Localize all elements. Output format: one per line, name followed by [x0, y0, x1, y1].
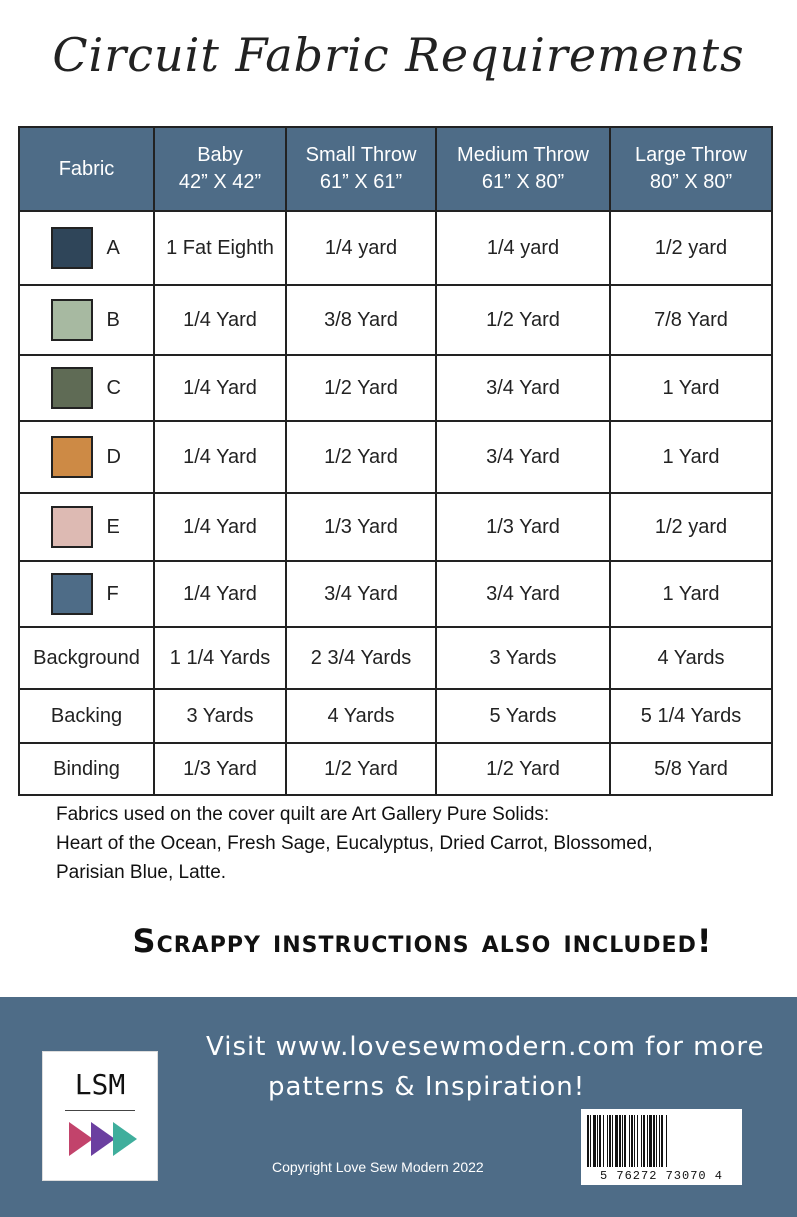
table-cell: 1/3 Yard [154, 743, 286, 795]
color-swatch [51, 367, 93, 409]
scrappy-banner: Scrappy instructions also included! [132, 922, 713, 960]
triangles-icon [43, 1052, 157, 1180]
table-cell: 1 1/4 Yards [154, 627, 286, 689]
color-swatch [51, 436, 93, 478]
header-size: Large Throw 80” X 80” [610, 127, 772, 211]
barcode-number: 5 76272 73070 4 [599, 1169, 724, 1183]
table-row: A 1 Fat Eighth 1/4 yard 1/4 yard 1/2 yard [19, 211, 772, 285]
lsm-logo [42, 1051, 158, 1181]
table-row: D 1/4 Yard 1/2 Yard 3/4 Yard 1 Yard [19, 421, 772, 493]
table-cell: 1/3 Yard [286, 493, 436, 561]
table-cell: 5 1/4 Yards [610, 689, 772, 743]
header-size: Medium Throw 61” X 80” [436, 127, 610, 211]
table-cell: 1/2 yard [610, 493, 772, 561]
table-cell: 1 Yard [610, 355, 772, 421]
table-cell: 1/2 Yard [286, 355, 436, 421]
row-label: Backing [19, 689, 154, 743]
table-row [19, 743, 772, 795]
table-row [19, 627, 772, 689]
table-cell: 5 Yards [436, 689, 610, 743]
table-cell: 1/2 Yard [286, 421, 436, 493]
header-fabric: Fabric [19, 127, 154, 211]
table-row: E 1/4 Yard 1/3 Yard 1/3 Yard 1/2 yard [19, 493, 772, 561]
fabric-requirements-table [18, 126, 773, 796]
table-cell: 3 Yards [154, 689, 286, 743]
header-size: Baby 42” X 42” [154, 127, 286, 211]
table-cell: 1 Yard [610, 421, 772, 493]
table-row: F 1/4 Yard 3/4 Yard 3/4 Yard 1 Yard [19, 561, 772, 627]
table-cell: 1/4 yard [286, 211, 436, 285]
table-row [19, 689, 772, 743]
table-row: B 1/4 Yard 3/8 Yard 1/2 Yard 7/8 Yard [19, 285, 772, 355]
table-cell: 2 3/4 Yards [286, 627, 436, 689]
table-cell: 1/2 Yard [436, 743, 610, 795]
table-cell: 3/4 Yard [436, 355, 610, 421]
table-cell: 1/2 Yard [436, 285, 610, 355]
table-header-row [19, 127, 772, 211]
table-cell: 1/2 yard [610, 211, 772, 285]
color-swatch [51, 299, 93, 341]
table-cell: 3/4 Yard [286, 561, 436, 627]
table-cell: 3/4 Yard [436, 421, 610, 493]
logo-text: LSM [74, 1068, 126, 1101]
barcode-icon [581, 1111, 742, 1169]
row-label: Binding [19, 743, 154, 795]
color-swatch [51, 573, 93, 615]
table-cell: 1/4 Yard [154, 285, 286, 355]
table-cell: 1/2 Yard [286, 743, 436, 795]
table-cell: 1 Fat Eighth [154, 211, 286, 285]
color-swatch [51, 506, 93, 548]
visit-text: Visit www.lovesewmodern.com for more patterns & Inspiration! [206, 1032, 765, 1102]
table-cell: 1/4 Yard [154, 561, 286, 627]
table-cell: 3 Yards [436, 627, 610, 689]
header-size: Small Throw 61” X 61” [286, 127, 436, 211]
copyright: Copyright Love Sew Modern 2022 [272, 1159, 484, 1175]
table-cell: 7/8 Yard [610, 285, 772, 355]
table-cell: 3/8 Yard [286, 285, 436, 355]
table-cell: 1 Yard [610, 561, 772, 627]
barcode [581, 1109, 742, 1185]
table-cell: 4 Yards [286, 689, 436, 743]
row-label: Background [19, 627, 154, 689]
table-row: C 1/4 Yard 1/2 Yard 3/4 Yard 1 Yard [19, 355, 772, 421]
table-cell: 1/4 yard [436, 211, 610, 285]
color-swatch [51, 227, 93, 269]
table-cell: 1/4 Yard [154, 493, 286, 561]
page-title: Circuit Fabric Requirements [52, 28, 745, 82]
table-cell: 1/4 Yard [154, 355, 286, 421]
table-cell: 4 Yards [610, 627, 772, 689]
table-cell: 5/8 Yard [610, 743, 772, 795]
table-cell: 3/4 Yard [436, 561, 610, 627]
fabric-note: Fabrics used on the cover quilt are Art Gallery Pure Solids: Heart of the Ocean, Fresh Sage, Eucalyptus, Dried Carrot, Blossomed, Parisian Blue, Latte. [56, 804, 653, 883]
table-cell: 1/3 Yard [436, 493, 610, 561]
table-cell: 1/4 Yard [154, 421, 286, 493]
footer-band [0, 997, 797, 1217]
